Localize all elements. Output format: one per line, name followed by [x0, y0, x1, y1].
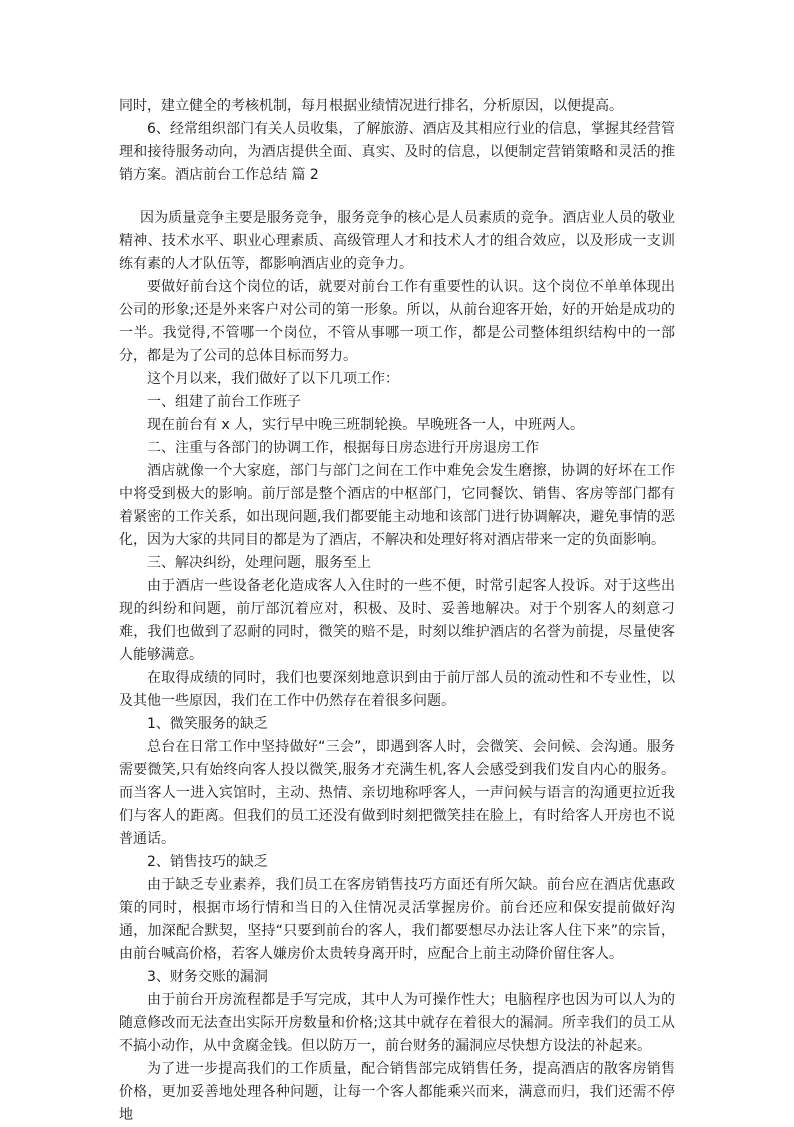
paragraph-7: 酒店就像一个大家庭，部门与部门之间在工作中难免会发生磨擦，协调的好坏在工作中将受到极大的影响。前厅部是整个酒店的中枢部门，它同餐饮、销售、客房等部门都有着紧密的工作关系，如出现问题,我们都要能主动地和该部门进行协调解决，避免事情的恶化，因为大家的共同目的都是为了酒店，不解决和处理好将对酒店带来一定的负面影响。: [119, 463, 675, 548]
section-heading-3: 三、解决纠纷，处理问题，服务至上: [147, 555, 371, 571]
paragraph-10: 总台在日常工作中坚持做好“三会”，即遇到客人时，会微笑、会问候、会沟通。服务需要微笑,只有始终向客人投以微笑,服务才充满生机,客人会感受到我们发自内心的服务。而当客人一进入宾馆时，主动、热情、亲切地称呼客人，一声问候与语言的沟通更拉近我们与客人的距离。但我们的员工还没有做到时刻把微笑挂在脸上，有时给客人开房也不说普通话。: [119, 739, 675, 847]
paragraph-12: 由于前台开房流程都是手写完成，其中人为可操作性大；电脑程序也因为可以人为的随意修改而无法查出实际开房数量和价格;这其中就存在着很大的漏洞。所幸我们的员工从不搞小动作，从中贪腐金钱。但以防万一，前台财务的漏洞应尽快想方设法的补起来。: [119, 992, 675, 1054]
subheading-1: 1、微笑服务的缺乏: [147, 716, 268, 732]
paragraph-9: 在取得成绩的同时，我们也要深刻地意识到由于前厅部人员的流动性和不专业性，以及其他一些原因，我们在工作中仍然存在着很多问题。: [119, 670, 675, 709]
paragraph-8: 由于酒店一些设备老化造成客人入住时的一些不便，时常引起客人投诉。对于这些出现的纠纷和问题，前厅部沉着应对，积极、及时、妥善地解决。对于个别客人的刻意刁难，我们也做到了忍耐的同时，微笑的赔不是，时刻以维护酒店的名誉为前提，尽量使客人能够满意。: [119, 578, 675, 663]
paragraph-6: 现在前台有 x 人，实行早中晚三班制轮换。早晚班各一人，中班两人。: [147, 417, 585, 433]
section-heading-2: 二、注重与各部门的协调工作，根据每日房态进行开房退房工作: [147, 440, 539, 456]
subheading-3: 3、财务交账的漏洞: [147, 969, 268, 985]
paragraph-5: 这个月以来，我们做好了以下几项工作：: [147, 371, 399, 387]
document-body: [119, 95, 675, 1127]
paragraph-13: 为了进一步提高我们的工作质量，配合销售部完成销售任务，提高酒店的散客房销售价格，更加妥善地处理各种问题，让每一个客人都能乘兴而来，满意而归，我们还需不停地: [119, 1061, 675, 1123]
subheading-2: 2、销售技巧的缺乏: [147, 854, 268, 870]
paragraph-2: 6、经常组织部门有关人员收集，了解旅游、酒店及其相应行业的信息，掌握其经营管理和接待服务动向，为酒店提供全面、真实、及时的信息，以便制定营销策略和灵活的推销方案。酒店前台工作总结 篇 2: [119, 121, 675, 183]
section-heading-1: 一、组建了前台工作班子: [147, 394, 301, 410]
paragraph-1: 同时，建立健全的考核机制，每月根据业绩情况进行排名，分析原因，以便提高。: [119, 98, 623, 114]
paragraph-11: 由于缺乏专业素养，我们员工在客房销售技巧方面还有所欠缺。前台应在酒店优惠政策的同时，根据市场行情和当日的入住情况灵活掌握房价。前台还应和保安提前做好沟通，加深配合默契，坚持“只要到前台的客人，我们都要想尽办法让客人住下来”的宗旨，由前台喊高价格，若客人嫌房价太贵转身离开时，应配合上前主动降价留住客人。: [119, 877, 675, 962]
paragraph-gap: [119, 187, 675, 207]
paragraph-3: 因为质量竞争主要是服务竞争，服务竞争的核心是人员素质的竞争。酒店业人员的敬业精神、技术水平、职业心理素质、高级管理人才和技术人才的组合效应，以及形成一支训练有素的人才队伍等，都影响酒店业的竞争力。: [119, 210, 675, 272]
paragraph-4: 要做好前台这个岗位的话，就要对前台工作有重要性的认识。这个岗位不单单体现出公司的形象;还是外来客户对公司的第一形象。所以，从前台迎客开始，好的开始是成功的一半。我觉得,不管哪一个岗位，不管从事哪一项工作，都是公司整体组织结构中的一部分，都是为了公司的总体目标而努力。: [119, 279, 675, 364]
